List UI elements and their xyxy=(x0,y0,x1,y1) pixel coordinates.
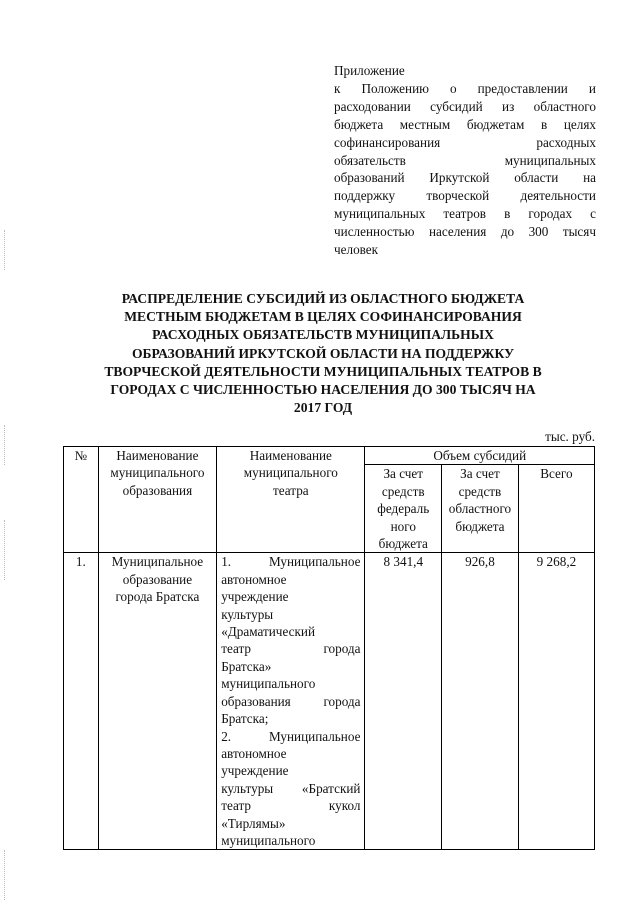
subsidy-table xyxy=(63,446,595,850)
municipality-line: Муниципальное xyxy=(111,554,204,570)
theatre-line xyxy=(221,571,360,588)
annex-word: 300 xyxy=(528,224,549,240)
annex-word: с xyxy=(590,206,596,222)
annex-word: муниципальных xyxy=(504,152,596,168)
theatre-word: муниципального xyxy=(221,832,316,848)
row-num: 1. xyxy=(64,553,99,850)
row-total: 9 268,2 xyxy=(518,553,594,850)
theatre-word: образования xyxy=(221,693,291,709)
annex-word: Иркутской xyxy=(429,170,490,186)
annex-word: населения xyxy=(428,224,487,240)
annex-word: к xyxy=(334,80,341,96)
theatre-line xyxy=(221,710,360,727)
annex-word: до xyxy=(500,224,515,240)
row-theatre xyxy=(217,553,365,850)
annex-line xyxy=(334,98,596,116)
annex-word: в xyxy=(540,116,548,132)
row-regional: 926,8 xyxy=(442,553,519,850)
theatre-word: учреждение xyxy=(221,763,289,779)
header-line: театра xyxy=(273,482,309,498)
header-line: Наименование xyxy=(116,448,199,463)
theatre-line xyxy=(221,728,360,745)
header-regional xyxy=(442,465,519,553)
annex-word: бюджетам xyxy=(466,116,525,132)
header-line: За счет xyxy=(383,466,424,482)
annex-last-line: человек xyxy=(334,242,379,258)
title-line: РАСХОДНЫХ ОБЯЗАТЕЛЬСТВ МУНИЦИПАЛЬНЫХ xyxy=(152,327,494,343)
header-total: Всего xyxy=(518,465,594,553)
title-line: ГОРОДАХ С ЧИСЛЕННОСТЬЮ НАСЕЛЕНИЯ ДО 300 ТЫСЯЧ НА xyxy=(110,382,536,398)
annex-line xyxy=(334,116,596,134)
annex-word: городах xyxy=(528,206,573,222)
annex-word: бюджета xyxy=(334,116,384,132)
header-line: бюджета xyxy=(378,536,428,552)
annex-word: театров xyxy=(443,206,487,222)
annex-word: области xyxy=(514,170,559,186)
annex-word: муниципальных xyxy=(334,206,426,222)
annex-note xyxy=(334,62,596,259)
annex-word: творческой xyxy=(426,188,490,204)
annex-line xyxy=(334,205,596,223)
title-line: 2017 ГОД xyxy=(293,400,353,416)
theatre-line xyxy=(221,553,360,570)
header-line: муниципального xyxy=(110,465,205,481)
annex-word: расходовании xyxy=(334,98,411,114)
theatre-word: Муниципальное xyxy=(268,728,361,744)
header-volume: Объем субсидий xyxy=(365,447,595,465)
annex-line xyxy=(334,223,596,241)
theatre-word: «Братский xyxy=(301,780,361,796)
annex-word: предоставлении xyxy=(477,80,568,96)
annex-word: в xyxy=(504,206,511,222)
header-num: № xyxy=(64,447,99,553)
theatre-line xyxy=(221,780,360,797)
annex-line xyxy=(334,80,596,98)
header-line: Наименование xyxy=(249,448,332,463)
header-line: муниципального xyxy=(243,465,338,481)
theatre-line xyxy=(221,658,360,675)
theatre-word: Муниципальное xyxy=(268,554,361,570)
annex-word: субсидий xyxy=(430,98,483,114)
title-line: РАСПРЕДЕЛЕНИЕ СУБСИДИЙ ИЗ ОБЛАСТНОГО БЮДЖЕТА xyxy=(121,291,525,306)
document-title xyxy=(80,290,566,417)
theatre-word: автономное xyxy=(221,745,287,761)
municipality-line: образование xyxy=(122,571,193,587)
annex-word: расходных xyxy=(536,134,596,150)
theatre-word: города xyxy=(323,693,361,709)
theatre-line xyxy=(221,832,360,849)
annex-body xyxy=(334,80,596,241)
annex-word: обязательств xyxy=(334,152,406,168)
header-line: средств xyxy=(381,483,425,499)
annex-word: целях xyxy=(563,116,596,132)
scan-margin-mark xyxy=(4,230,6,270)
theatre-line xyxy=(221,606,360,623)
annex-line xyxy=(334,187,596,205)
row-municipality xyxy=(98,553,217,850)
annex-word: на xyxy=(583,170,596,186)
annex-word: областного xyxy=(533,98,596,114)
header-theatre xyxy=(217,447,365,553)
scan-margin-mark xyxy=(4,850,6,900)
municipality-line: города Братска xyxy=(115,589,200,605)
units-label: тыс. руб. xyxy=(545,429,595,444)
table-header-row xyxy=(64,447,595,465)
header-line: областного xyxy=(448,501,512,517)
annex-word: о xyxy=(450,80,457,96)
theatre-word: театр xyxy=(221,641,251,657)
theatre-line xyxy=(221,675,360,692)
theatre-line xyxy=(221,588,360,605)
annex-word: из xyxy=(502,98,515,114)
header-line: федераль xyxy=(377,501,430,517)
header-municipality xyxy=(98,447,217,553)
header-line: бюджета xyxy=(455,518,505,534)
annex-word: и xyxy=(588,80,596,96)
theatre-line xyxy=(221,745,360,762)
theatre-word: муниципального xyxy=(221,676,316,692)
header-line: средств xyxy=(458,483,502,499)
theatre-line xyxy=(221,797,360,814)
theatre-word: 1. xyxy=(221,554,232,570)
theatre-word: города xyxy=(323,641,361,657)
theatre-line xyxy=(221,762,360,779)
theatre-word: культуры xyxy=(221,780,274,796)
scan-margin-mark xyxy=(4,520,6,580)
theatre-word: кукол xyxy=(328,798,361,814)
title-line: ТВОРЧЕСКОЙ ДЕЯТЕЛЬНОСТИ МУНИЦИПАЛЬНЫХ ТЕАТРОВ В xyxy=(104,363,542,379)
theatre-line xyxy=(221,815,360,832)
annex-line xyxy=(334,134,596,152)
theatre-line xyxy=(221,640,360,657)
annex-word: Положению xyxy=(361,80,429,96)
annex-word: численностью xyxy=(334,224,415,240)
annex-word: поддержку xyxy=(334,188,396,204)
theatre-word: Братска; xyxy=(221,711,269,727)
scan-margin-mark xyxy=(4,425,6,465)
theatre-word: автономное xyxy=(221,571,287,587)
row-federal: 8 341,4 xyxy=(365,553,442,850)
annex-line xyxy=(334,169,596,187)
theatre-word: учреждение xyxy=(221,589,289,605)
annex-word: образований xyxy=(334,170,405,186)
table-row xyxy=(64,553,595,850)
theatre-word: «Драматический xyxy=(221,624,316,640)
title-line: МЕСТНЫМ БЮДЖЕТАМ В ЦЕЛЯХ СОФИНАНСИРОВАНИЯ xyxy=(124,309,522,325)
annex-line xyxy=(334,152,596,170)
annex-word: местным xyxy=(399,116,451,132)
header-line: ного xyxy=(390,518,416,534)
header-line: За счет xyxy=(460,466,500,482)
annex-word: тысяч xyxy=(562,224,596,240)
theatre-word: 2. xyxy=(221,728,232,744)
theatre-word: Братска» xyxy=(221,658,272,674)
header-line: образования xyxy=(122,482,193,498)
theatre-word: «Тирлямы» xyxy=(221,815,286,831)
annex-word: софинансирования xyxy=(334,134,441,150)
title-line: ОБРАЗОВАНИЙ ИРКУТСКОЙ ОБЛАСТИ НА ПОДДЕРЖКУ xyxy=(131,345,515,361)
header-federal xyxy=(365,465,442,553)
annex-heading: Приложение xyxy=(334,63,405,78)
theatre-word: театр xyxy=(221,798,251,814)
theatre-line xyxy=(221,623,360,640)
theatre-line xyxy=(221,693,360,710)
annex-word: деятельности xyxy=(520,188,596,204)
theatre-word: культуры xyxy=(221,606,274,622)
